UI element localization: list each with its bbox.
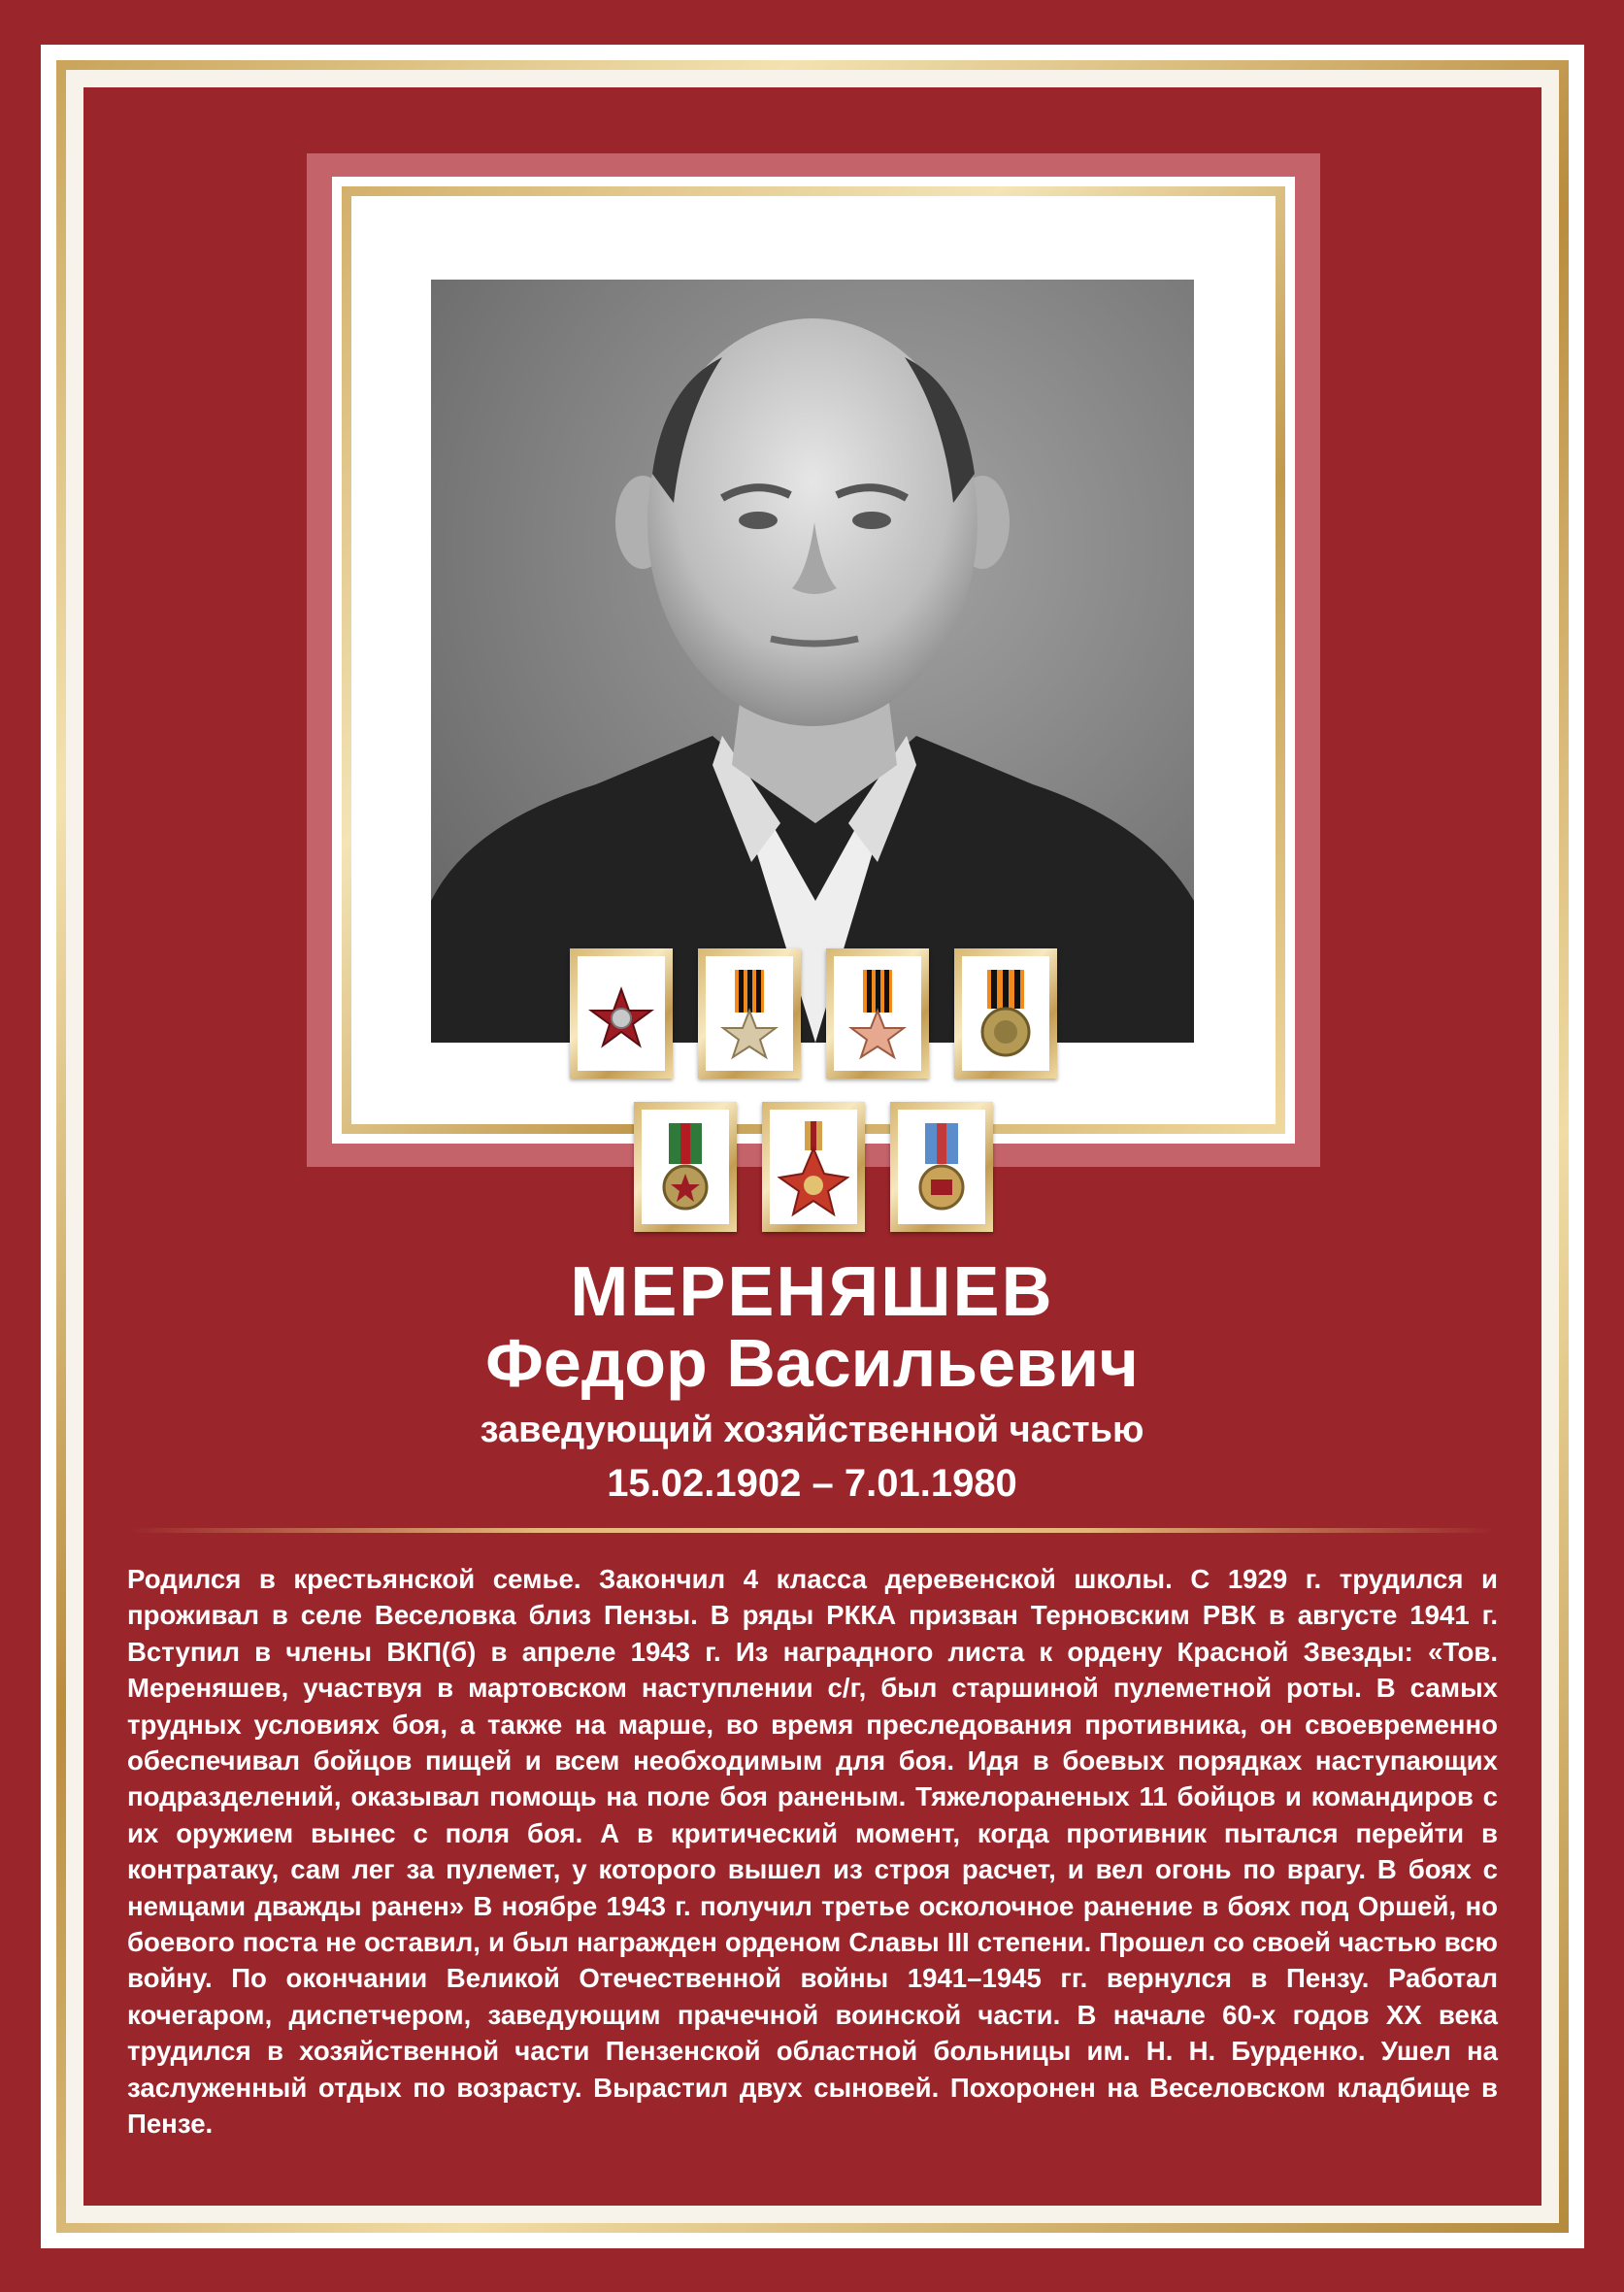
order-of-glory-icon (698, 948, 801, 1079)
order-of-glory-icon (826, 948, 929, 1079)
life-dates: 15.02.1902 – 7.01.1980 (607, 1462, 1017, 1505)
portrait-photo (431, 280, 1194, 1043)
veteran-medal-icon (890, 1102, 993, 1232)
job-position: заведующий хозяйственной частью (480, 1410, 1144, 1450)
victory-over-germany-medal-icon (954, 948, 1057, 1079)
last-name: МЕРЕНЯШЕВ (570, 1253, 1054, 1331)
first-and-patronymic: Федор Васильевич (485, 1325, 1139, 1401)
jubilee-medal-icon (634, 1102, 737, 1232)
biography-text: Родился в крестьянской семье. Закончил 4 класса деревенской школы. С 1929 г. трудился и проживал в селе Веселовка близ Пензы. В ряды РККА призван Терновским РВК в августе 1941 г. Вступил в члены ВКП(б) в апреле 1943 г. Из наградного листа к ордену Красной Звезды: «Тов. Мереняшев, участвуя в мартовском наступлении с/г, был старшиной пулеметной роты. В самых трудных условиях боя, а также на марше, во время преследования противника, он своевременно обеспечивал бойцов пищей и всем необходимым для боя. Идя в боевых порядках наступающих подразделений, оказывал помощь на поле боя раненым. Тяжелораненых 11 бойцов и командиров с их оружием вынес с поля боя. А в критический момент, когда противник пытался перейти в контратаку, сам лег за пулемет, у которого вышел из строя расчет, и вел огонь по врагу. В боях с немцами дважды ранен» В ноябре 1943 г. получил третье осколочное ранение в боях под Оршей, но боевого поста не оставил, и был награжден орденом Славы III степени. Прошел со своей частью всю войну. По окончании Великой Отечественной войны 1941–1945 гг. вернулся в Пензу. Работал кочегаром, диспетчером, заведующим прачечной воинской части. В начале 60-х годов XX века трудился в хозяйственной части Пензенской областной больницы им. Н. Н. Бурденко. Ушел на заслуженный отдых по возрасту. Вырастил двух сыновей. Похоронен на Веселовском кладбище в Пензе. (127, 1564, 1498, 2140)
gold-divider (128, 1528, 1497, 1533)
jubilee-order-icon (762, 1102, 865, 1232)
red-star-order-icon (570, 948, 673, 1079)
